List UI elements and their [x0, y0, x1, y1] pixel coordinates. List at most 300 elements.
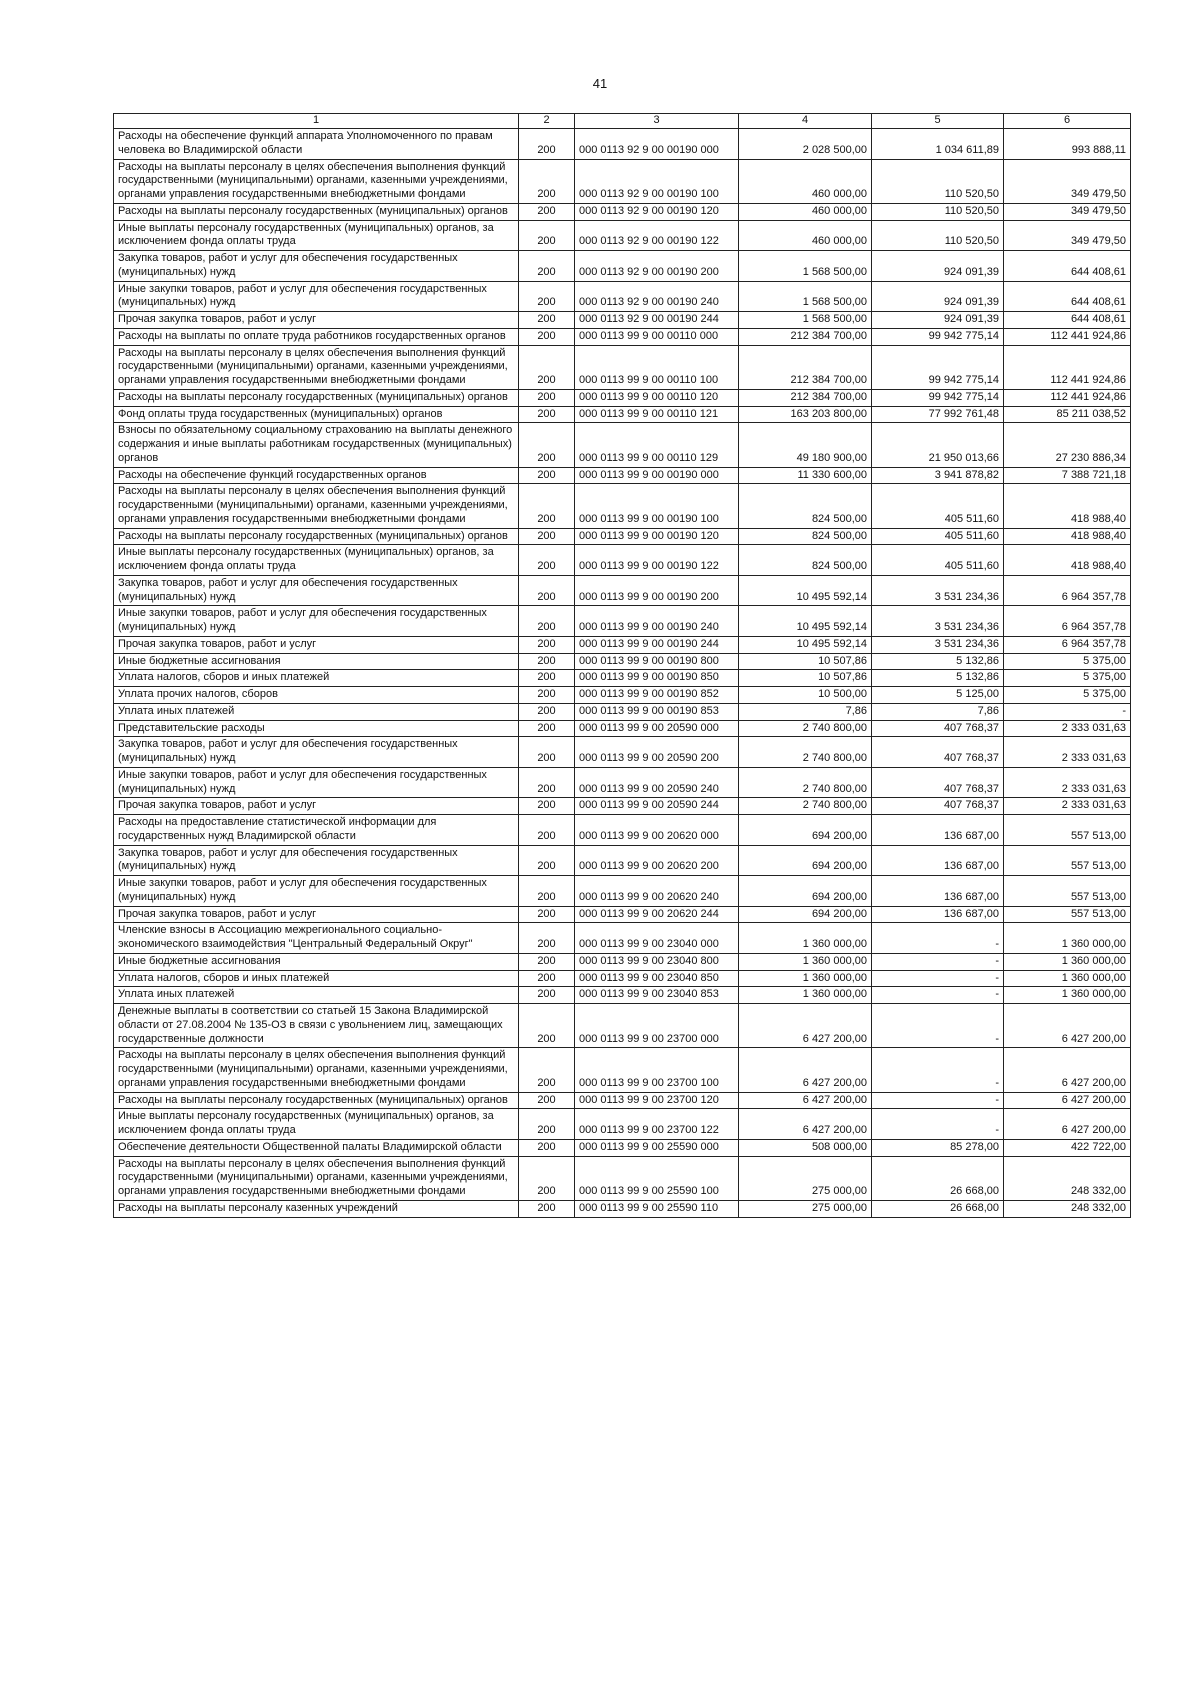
approved-amount-cell: 1 360 000,00	[739, 923, 872, 954]
remaining-amount-cell: 349 479,50	[1004, 203, 1131, 220]
executed-amount-cell: 110 520,50	[872, 203, 1004, 220]
remaining-amount-cell: 7 388 721,18	[1004, 467, 1131, 484]
expense-name-cell: Расходы на выплаты персоналу казенных учреждений	[114, 1200, 519, 1217]
executed-amount-cell: 407 768,37	[872, 737, 1004, 768]
classification-code-cell: 000 0113 99 9 00 00190 850	[575, 670, 739, 687]
expense-name-cell: Прочая закупка товаров, работ и услуг	[114, 906, 519, 923]
line-code-cell: 200	[519, 345, 575, 389]
expense-name-cell: Иные бюджетные ассигнования	[114, 953, 519, 970]
table-row	[114, 636, 1131, 653]
remaining-amount-cell: 418 988,40	[1004, 528, 1131, 545]
table-row	[114, 653, 1131, 670]
executed-amount-cell: 21 950 013,66	[872, 423, 1004, 467]
line-code-cell: 200	[519, 798, 575, 815]
remaining-amount-cell: 422 722,00	[1004, 1139, 1131, 1156]
classification-code-cell: 000 0113 99 9 00 20590 200	[575, 737, 739, 768]
line-code-cell: 200	[519, 1004, 575, 1048]
approved-amount-cell: 2 740 800,00	[739, 720, 872, 737]
approved-amount-cell: 824 500,00	[739, 545, 872, 576]
line-code-cell: 200	[519, 423, 575, 467]
table-row	[114, 953, 1131, 970]
classification-code-cell: 000 0113 99 9 00 20620 244	[575, 906, 739, 923]
approved-amount-cell: 212 384 700,00	[739, 328, 872, 345]
approved-amount-cell: 2 740 800,00	[739, 767, 872, 798]
expense-name-cell: Иные закупки товаров, работ и услуг для обеспечения государственных (муниципальных) нужд	[114, 767, 519, 798]
classification-code-cell: 000 0113 92 9 00 00190 122	[575, 220, 739, 251]
table-row	[114, 923, 1131, 954]
executed-amount-cell: 26 668,00	[872, 1200, 1004, 1217]
expense-name-cell: Расходы на выплаты персоналу в целях обеспечения выполнения функций государственными (муниципальными) органами, казенными учреждениями, органами управления государственными внебюджетными фондами	[114, 1048, 519, 1092]
classification-code-cell: 000 0113 99 9 00 23040 800	[575, 953, 739, 970]
line-code-cell: 200	[519, 545, 575, 576]
line-code-cell: 200	[519, 281, 575, 312]
remaining-amount-cell: 6 427 200,00	[1004, 1092, 1131, 1109]
classification-code-cell: 000 0113 99 9 00 00190 122	[575, 545, 739, 576]
approved-amount-cell: 1 568 500,00	[739, 312, 872, 329]
table-row	[114, 798, 1131, 815]
remaining-amount-cell: 2 333 031,63	[1004, 798, 1131, 815]
table-row	[114, 606, 1131, 637]
executed-amount-cell: 99 942 775,14	[872, 345, 1004, 389]
remaining-amount-cell: 418 988,40	[1004, 545, 1131, 576]
remaining-amount-cell: 557 513,00	[1004, 815, 1131, 846]
classification-code-cell: 000 0113 99 9 00 00190 000	[575, 467, 739, 484]
classification-code-cell: 000 0113 92 9 00 00190 000	[575, 129, 739, 160]
remaining-amount-cell: 349 479,50	[1004, 159, 1131, 203]
approved-amount-cell: 694 200,00	[739, 815, 872, 846]
table-row	[114, 312, 1131, 329]
remaining-amount-cell: 2 333 031,63	[1004, 737, 1131, 768]
line-code-cell: 200	[519, 720, 575, 737]
column-header-4: 4	[739, 114, 872, 129]
line-code-cell: 200	[519, 1200, 575, 1217]
approved-amount-cell: 508 000,00	[739, 1139, 872, 1156]
column-header-1: 1	[114, 114, 519, 129]
line-code-cell: 200	[519, 389, 575, 406]
remaining-amount-cell: 1 360 000,00	[1004, 987, 1131, 1004]
table-row	[114, 703, 1131, 720]
approved-amount-cell: 1 360 000,00	[739, 987, 872, 1004]
line-code-cell: 200	[519, 467, 575, 484]
classification-code-cell: 000 0113 99 9 00 23700 120	[575, 1092, 739, 1109]
classification-code-cell: 000 0113 99 9 00 00110 120	[575, 389, 739, 406]
remaining-amount-cell: -	[1004, 703, 1131, 720]
remaining-amount-cell: 2 333 031,63	[1004, 767, 1131, 798]
approved-amount-cell: 6 427 200,00	[739, 1109, 872, 1140]
executed-amount-cell: -	[872, 987, 1004, 1004]
approved-amount-cell: 2 740 800,00	[739, 798, 872, 815]
approved-amount-cell: 10 495 592,14	[739, 606, 872, 637]
line-code-cell: 200	[519, 876, 575, 907]
approved-amount-cell: 1 568 500,00	[739, 251, 872, 282]
classification-code-cell: 000 0113 99 9 00 00190 852	[575, 687, 739, 704]
approved-amount-cell: 275 000,00	[739, 1200, 872, 1217]
remaining-amount-cell: 6 964 357,78	[1004, 636, 1131, 653]
table-row	[114, 423, 1131, 467]
line-code-cell: 200	[519, 703, 575, 720]
executed-amount-cell: 5 125,00	[872, 687, 1004, 704]
remaining-amount-cell: 1 360 000,00	[1004, 923, 1131, 954]
expense-name-cell: Расходы на выплаты персоналу государственных (муниципальных) органов	[114, 389, 519, 406]
expense-name-cell: Денежные выплаты в соответствии со статьей 15 Закона Владимирской области от 27.08.2004 № 135-ОЗ в связи с увольнением лиц, замещающих государственные должности	[114, 1004, 519, 1048]
classification-code-cell: 000 0113 99 9 00 25590 100	[575, 1156, 739, 1200]
column-header-2: 2	[519, 114, 575, 129]
table-row	[114, 406, 1131, 423]
remaining-amount-cell: 557 513,00	[1004, 876, 1131, 907]
approved-amount-cell: 1 568 500,00	[739, 281, 872, 312]
remaining-amount-cell: 248 332,00	[1004, 1200, 1131, 1217]
expense-name-cell: Иные закупки товаров, работ и услуг для обеспечения государственных (муниципальных) нужд	[114, 281, 519, 312]
executed-amount-cell: 136 687,00	[872, 906, 1004, 923]
classification-code-cell: 000 0113 99 9 00 25590 110	[575, 1200, 739, 1217]
remaining-amount-cell: 418 988,40	[1004, 484, 1131, 528]
table-row	[114, 1156, 1131, 1200]
executed-amount-cell: 405 511,60	[872, 528, 1004, 545]
line-code-cell: 200	[519, 923, 575, 954]
executed-amount-cell: 110 520,50	[872, 220, 1004, 251]
executed-amount-cell: 405 511,60	[872, 484, 1004, 528]
approved-amount-cell: 694 200,00	[739, 845, 872, 876]
table-row	[114, 389, 1131, 406]
remaining-amount-cell: 248 332,00	[1004, 1156, 1131, 1200]
remaining-amount-cell: 112 441 924,86	[1004, 389, 1131, 406]
approved-amount-cell: 11 330 600,00	[739, 467, 872, 484]
table-row	[114, 670, 1131, 687]
approved-amount-cell: 1 360 000,00	[739, 970, 872, 987]
classification-code-cell: 000 0113 99 9 00 00110 129	[575, 423, 739, 467]
column-header-6: 6	[1004, 114, 1131, 129]
remaining-amount-cell: 557 513,00	[1004, 845, 1131, 876]
remaining-amount-cell: 1 360 000,00	[1004, 953, 1131, 970]
approved-amount-cell: 6 427 200,00	[739, 1004, 872, 1048]
expense-name-cell: Расходы на выплаты персоналу в целях обеспечения выполнения функций государственными (муниципальными) органами, казенными учреждениями, органами управления государственными внебюджетными фондами	[114, 484, 519, 528]
remaining-amount-cell: 112 441 924,86	[1004, 328, 1131, 345]
approved-amount-cell: 460 000,00	[739, 220, 872, 251]
classification-code-cell: 000 0113 99 9 00 23040 000	[575, 923, 739, 954]
executed-amount-cell: -	[872, 1004, 1004, 1048]
classification-code-cell: 000 0113 99 9 00 00190 244	[575, 636, 739, 653]
approved-amount-cell: 275 000,00	[739, 1156, 872, 1200]
table-row	[114, 345, 1131, 389]
approved-amount-cell: 824 500,00	[739, 484, 872, 528]
line-code-cell: 200	[519, 484, 575, 528]
expense-name-cell: Расходы на выплаты персоналу в целях обеспечения выполнения функций государственными (муниципальными) органами, казенными учреждениями, органами управления государственными внебюджетными фондами	[114, 345, 519, 389]
executed-amount-cell: 3 941 878,82	[872, 467, 1004, 484]
executed-amount-cell: 407 768,37	[872, 720, 1004, 737]
approved-amount-cell: 49 180 900,00	[739, 423, 872, 467]
line-code-cell: 200	[519, 203, 575, 220]
remaining-amount-cell: 5 375,00	[1004, 670, 1131, 687]
line-code-cell: 200	[519, 1156, 575, 1200]
remaining-amount-cell: 557 513,00	[1004, 906, 1131, 923]
executed-amount-cell: 5 132,86	[872, 653, 1004, 670]
expense-name-cell: Расходы на выплаты персоналу в целях обеспечения выполнения функций государственными (муниципальными) органами, казенными учреждениями, органами управления государственными внебюджетными фондами	[114, 159, 519, 203]
approved-amount-cell: 7,86	[739, 703, 872, 720]
expense-name-cell: Фонд оплаты труда государственных (муниципальных) органов	[114, 406, 519, 423]
column-number-row	[114, 114, 1131, 129]
approved-amount-cell: 460 000,00	[739, 159, 872, 203]
remaining-amount-cell: 27 230 886,34	[1004, 423, 1131, 467]
classification-code-cell: 000 0113 92 9 00 00190 244	[575, 312, 739, 329]
table-row	[114, 1092, 1131, 1109]
classification-code-cell: 000 0113 99 9 00 20620 240	[575, 876, 739, 907]
expense-name-cell: Уплата налогов, сборов и иных платежей	[114, 670, 519, 687]
classification-code-cell: 000 0113 99 9 00 00190 853	[575, 703, 739, 720]
line-code-cell: 200	[519, 845, 575, 876]
remaining-amount-cell: 1 360 000,00	[1004, 970, 1131, 987]
classification-code-cell: 000 0113 99 9 00 20620 200	[575, 845, 739, 876]
line-code-cell: 200	[519, 406, 575, 423]
executed-amount-cell: 3 531 234,36	[872, 606, 1004, 637]
executed-amount-cell: 405 511,60	[872, 545, 1004, 576]
expense-name-cell: Уплата прочих налогов, сборов	[114, 687, 519, 704]
line-code-cell: 200	[519, 129, 575, 160]
approved-amount-cell: 1 360 000,00	[739, 953, 872, 970]
approved-amount-cell: 212 384 700,00	[739, 389, 872, 406]
classification-code-cell: 000 0113 99 9 00 20590 000	[575, 720, 739, 737]
approved-amount-cell: 10 495 592,14	[739, 575, 872, 606]
table-row	[114, 251, 1131, 282]
remaining-amount-cell: 112 441 924,86	[1004, 345, 1131, 389]
classification-code-cell: 000 0113 99 9 00 00190 100	[575, 484, 739, 528]
expense-name-cell: Расходы на выплаты по оплате труда работников государственных органов	[114, 328, 519, 345]
expense-name-cell: Закупка товаров, работ и услуг для обеспечения государственных (муниципальных) нужд	[114, 845, 519, 876]
classification-code-cell: 000 0113 92 9 00 00190 240	[575, 281, 739, 312]
budget-execution-table	[113, 113, 1131, 1218]
executed-amount-cell: 26 668,00	[872, 1156, 1004, 1200]
expense-name-cell: Членские взносы в Ассоциацию межрегионального социально-экономического взаимодействия "Центральный Федеральный Округ"	[114, 923, 519, 954]
classification-code-cell: 000 0113 99 9 00 25590 000	[575, 1139, 739, 1156]
executed-amount-cell: 136 687,00	[872, 845, 1004, 876]
approved-amount-cell: 460 000,00	[739, 203, 872, 220]
expense-name-cell: Расходы на выплаты персоналу государственных (муниципальных) органов	[114, 528, 519, 545]
line-code-cell: 200	[519, 328, 575, 345]
remaining-amount-cell: 6 964 357,78	[1004, 575, 1131, 606]
line-code-cell: 200	[519, 575, 575, 606]
table-row	[114, 1048, 1131, 1092]
table-row	[114, 545, 1131, 576]
classification-code-cell: 000 0113 99 9 00 23700 000	[575, 1004, 739, 1048]
table-row	[114, 159, 1131, 203]
remaining-amount-cell: 644 408,61	[1004, 281, 1131, 312]
expense-name-cell: Расходы на выплаты персоналу в целях обеспечения выполнения функций государственными (муниципальными) органами, казенными учреждениями, органами управления государственными внебюджетными фондами	[114, 1156, 519, 1200]
table-row	[114, 528, 1131, 545]
expense-name-cell: Представительские расходы	[114, 720, 519, 737]
classification-code-cell: 000 0113 92 9 00 00190 200	[575, 251, 739, 282]
classification-code-cell: 000 0113 99 9 00 20590 240	[575, 767, 739, 798]
classification-code-cell: 000 0113 99 9 00 23040 850	[575, 970, 739, 987]
table-body	[114, 129, 1131, 1218]
expense-name-cell: Взносы по обязательному социальному страхованию на выплаты денежного содержания и иные выплаты работникам государственных (муниципальных) органов	[114, 423, 519, 467]
expense-name-cell: Расходы на обеспечение функций аппарата Уполномоченного по правам человека во Владимирской области	[114, 129, 519, 160]
approved-amount-cell: 10 507,86	[739, 670, 872, 687]
remaining-amount-cell: 2 333 031,63	[1004, 720, 1131, 737]
column-header-3: 3	[575, 114, 739, 129]
executed-amount-cell: 407 768,37	[872, 767, 1004, 798]
line-code-cell: 200	[519, 653, 575, 670]
expense-name-cell: Уплата налогов, сборов и иных платежей	[114, 970, 519, 987]
remaining-amount-cell: 349 479,50	[1004, 220, 1131, 251]
line-code-cell: 200	[519, 670, 575, 687]
approved-amount-cell: 2 028 500,00	[739, 129, 872, 160]
approved-amount-cell: 10 507,86	[739, 653, 872, 670]
expense-name-cell: Иные закупки товаров, работ и услуг для обеспечения государственных (муниципальных) нужд	[114, 606, 519, 637]
line-code-cell: 200	[519, 220, 575, 251]
approved-amount-cell: 694 200,00	[739, 906, 872, 923]
line-code-cell: 200	[519, 737, 575, 768]
table-row	[114, 575, 1131, 606]
classification-code-cell: 000 0113 92 9 00 00190 100	[575, 159, 739, 203]
expense-name-cell: Закупка товаров, работ и услуг для обеспечения государственных (муниципальных) нужд	[114, 575, 519, 606]
table-row	[114, 815, 1131, 846]
classification-code-cell: 000 0113 99 9 00 23040 853	[575, 987, 739, 1004]
expense-name-cell: Иные бюджетные ассигнования	[114, 653, 519, 670]
line-code-cell: 200	[519, 987, 575, 1004]
table-row	[114, 1109, 1131, 1140]
executed-amount-cell: 1 034 611,89	[872, 129, 1004, 160]
executed-amount-cell: 136 687,00	[872, 815, 1004, 846]
remaining-amount-cell: 85 211 038,52	[1004, 406, 1131, 423]
line-code-cell: 200	[519, 1139, 575, 1156]
approved-amount-cell: 10 495 592,14	[739, 636, 872, 653]
executed-amount-cell: 136 687,00	[872, 876, 1004, 907]
expense-name-cell: Иные закупки товаров, работ и услуг для обеспечения государственных (муниципальных) нужд	[114, 876, 519, 907]
table-row	[114, 328, 1131, 345]
classification-code-cell: 000 0113 99 9 00 00110 121	[575, 406, 739, 423]
executed-amount-cell: 110 520,50	[872, 159, 1004, 203]
executed-amount-cell: -	[872, 1092, 1004, 1109]
classification-code-cell: 000 0113 99 9 00 00190 200	[575, 575, 739, 606]
remaining-amount-cell: 644 408,61	[1004, 312, 1131, 329]
approved-amount-cell: 6 427 200,00	[739, 1092, 872, 1109]
classification-code-cell: 000 0113 99 9 00 00190 240	[575, 606, 739, 637]
classification-code-cell: 000 0113 99 9 00 23700 122	[575, 1109, 739, 1140]
line-code-cell: 200	[519, 606, 575, 637]
table-row	[114, 737, 1131, 768]
executed-amount-cell: 99 942 775,14	[872, 389, 1004, 406]
table-row	[114, 220, 1131, 251]
expense-name-cell: Расходы на предоставление статистической информации для государственных нужд Владимирской области	[114, 815, 519, 846]
line-code-cell: 200	[519, 815, 575, 846]
approved-amount-cell: 824 500,00	[739, 528, 872, 545]
classification-code-cell: 000 0113 99 9 00 20590 244	[575, 798, 739, 815]
expense-name-cell: Прочая закупка товаров, работ и услуг	[114, 798, 519, 815]
page-number: 41	[592, 76, 608, 91]
executed-amount-cell: 85 278,00	[872, 1139, 1004, 1156]
table-row	[114, 129, 1131, 160]
executed-amount-cell: 3 531 234,36	[872, 575, 1004, 606]
table-row	[114, 1004, 1131, 1048]
expense-name-cell: Иные выплаты персоналу государственных (муниципальных) органов, за исключением фонда оплаты труда	[114, 220, 519, 251]
approved-amount-cell: 6 427 200,00	[739, 1048, 872, 1092]
remaining-amount-cell: 5 375,00	[1004, 687, 1131, 704]
line-code-cell: 200	[519, 953, 575, 970]
line-code-cell: 200	[519, 687, 575, 704]
classification-code-cell: 000 0113 92 9 00 00190 120	[575, 203, 739, 220]
expense-name-cell: Иные выплаты персоналу государственных (муниципальных) органов, за исключением фонда оплаты труда	[114, 1109, 519, 1140]
executed-amount-cell: 77 992 761,48	[872, 406, 1004, 423]
executed-amount-cell: 924 091,39	[872, 281, 1004, 312]
line-code-cell: 200	[519, 251, 575, 282]
approved-amount-cell: 2 740 800,00	[739, 737, 872, 768]
executed-amount-cell: 407 768,37	[872, 798, 1004, 815]
table-row	[114, 876, 1131, 907]
expense-name-cell: Уплата иных платежей	[114, 987, 519, 1004]
executed-amount-cell: 3 531 234,36	[872, 636, 1004, 653]
classification-code-cell: 000 0113 99 9 00 00110 100	[575, 345, 739, 389]
line-code-cell: 200	[519, 906, 575, 923]
table-row	[114, 970, 1131, 987]
classification-code-cell: 000 0113 99 9 00 00190 120	[575, 528, 739, 545]
approved-amount-cell: 10 500,00	[739, 687, 872, 704]
table-row	[114, 767, 1131, 798]
executed-amount-cell: -	[872, 953, 1004, 970]
classification-code-cell: 000 0113 99 9 00 20620 000	[575, 815, 739, 846]
table-row	[114, 484, 1131, 528]
expense-name-cell: Прочая закупка товаров, работ и услуг	[114, 312, 519, 329]
table-row	[114, 203, 1131, 220]
line-code-cell: 200	[519, 970, 575, 987]
executed-amount-cell: -	[872, 970, 1004, 987]
line-code-cell: 200	[519, 1109, 575, 1140]
column-header-5: 5	[872, 114, 1004, 129]
remaining-amount-cell: 6 427 200,00	[1004, 1109, 1131, 1140]
line-code-cell: 200	[519, 159, 575, 203]
executed-amount-cell: 924 091,39	[872, 251, 1004, 282]
remaining-amount-cell: 6 964 357,78	[1004, 606, 1131, 637]
remaining-amount-cell: 6 427 200,00	[1004, 1004, 1131, 1048]
remaining-amount-cell: 993 888,11	[1004, 129, 1131, 160]
line-code-cell: 200	[519, 528, 575, 545]
line-code-cell: 200	[519, 1092, 575, 1109]
approved-amount-cell: 212 384 700,00	[739, 345, 872, 389]
table-row	[114, 987, 1131, 1004]
executed-amount-cell: 99 942 775,14	[872, 328, 1004, 345]
remaining-amount-cell: 5 375,00	[1004, 653, 1131, 670]
expense-name-cell: Расходы на выплаты персоналу государственных (муниципальных) органов	[114, 203, 519, 220]
table-row	[114, 1200, 1131, 1217]
line-code-cell: 200	[519, 312, 575, 329]
line-code-cell: 200	[519, 767, 575, 798]
approved-amount-cell: 694 200,00	[739, 876, 872, 907]
line-code-cell: 200	[519, 1048, 575, 1092]
expense-name-cell: Расходы на обеспечение функций государственных органов	[114, 467, 519, 484]
classification-code-cell: 000 0113 99 9 00 23700 100	[575, 1048, 739, 1092]
table-row	[114, 720, 1131, 737]
table-row	[114, 687, 1131, 704]
expense-name-cell: Закупка товаров, работ и услуг для обеспечения государственных (муниципальных) нужд	[114, 251, 519, 282]
approved-amount-cell: 163 203 800,00	[739, 406, 872, 423]
table-row	[114, 845, 1131, 876]
expense-name-cell: Расходы на выплаты персоналу государственных (муниципальных) органов	[114, 1092, 519, 1109]
table-row	[114, 1139, 1131, 1156]
remaining-amount-cell: 644 408,61	[1004, 251, 1131, 282]
executed-amount-cell: -	[872, 923, 1004, 954]
executed-amount-cell: -	[872, 1109, 1004, 1140]
executed-amount-cell: 7,86	[872, 703, 1004, 720]
expense-name-cell: Обеспечение деятельности Общественной палаты Владимирской области	[114, 1139, 519, 1156]
expense-name-cell: Закупка товаров, работ и услуг для обеспечения государственных (муниципальных) нужд	[114, 737, 519, 768]
executed-amount-cell: 924 091,39	[872, 312, 1004, 329]
expense-name-cell: Прочая закупка товаров, работ и услуг	[114, 636, 519, 653]
classification-code-cell: 000 0113 99 9 00 00110 000	[575, 328, 739, 345]
executed-amount-cell: -	[872, 1048, 1004, 1092]
expense-name-cell: Иные выплаты персоналу государственных (муниципальных) органов, за исключением фонда оплаты труда	[114, 545, 519, 576]
table-row	[114, 906, 1131, 923]
table-row	[114, 467, 1131, 484]
executed-amount-cell: 5 132,86	[872, 670, 1004, 687]
expense-name-cell: Уплата иных платежей	[114, 703, 519, 720]
